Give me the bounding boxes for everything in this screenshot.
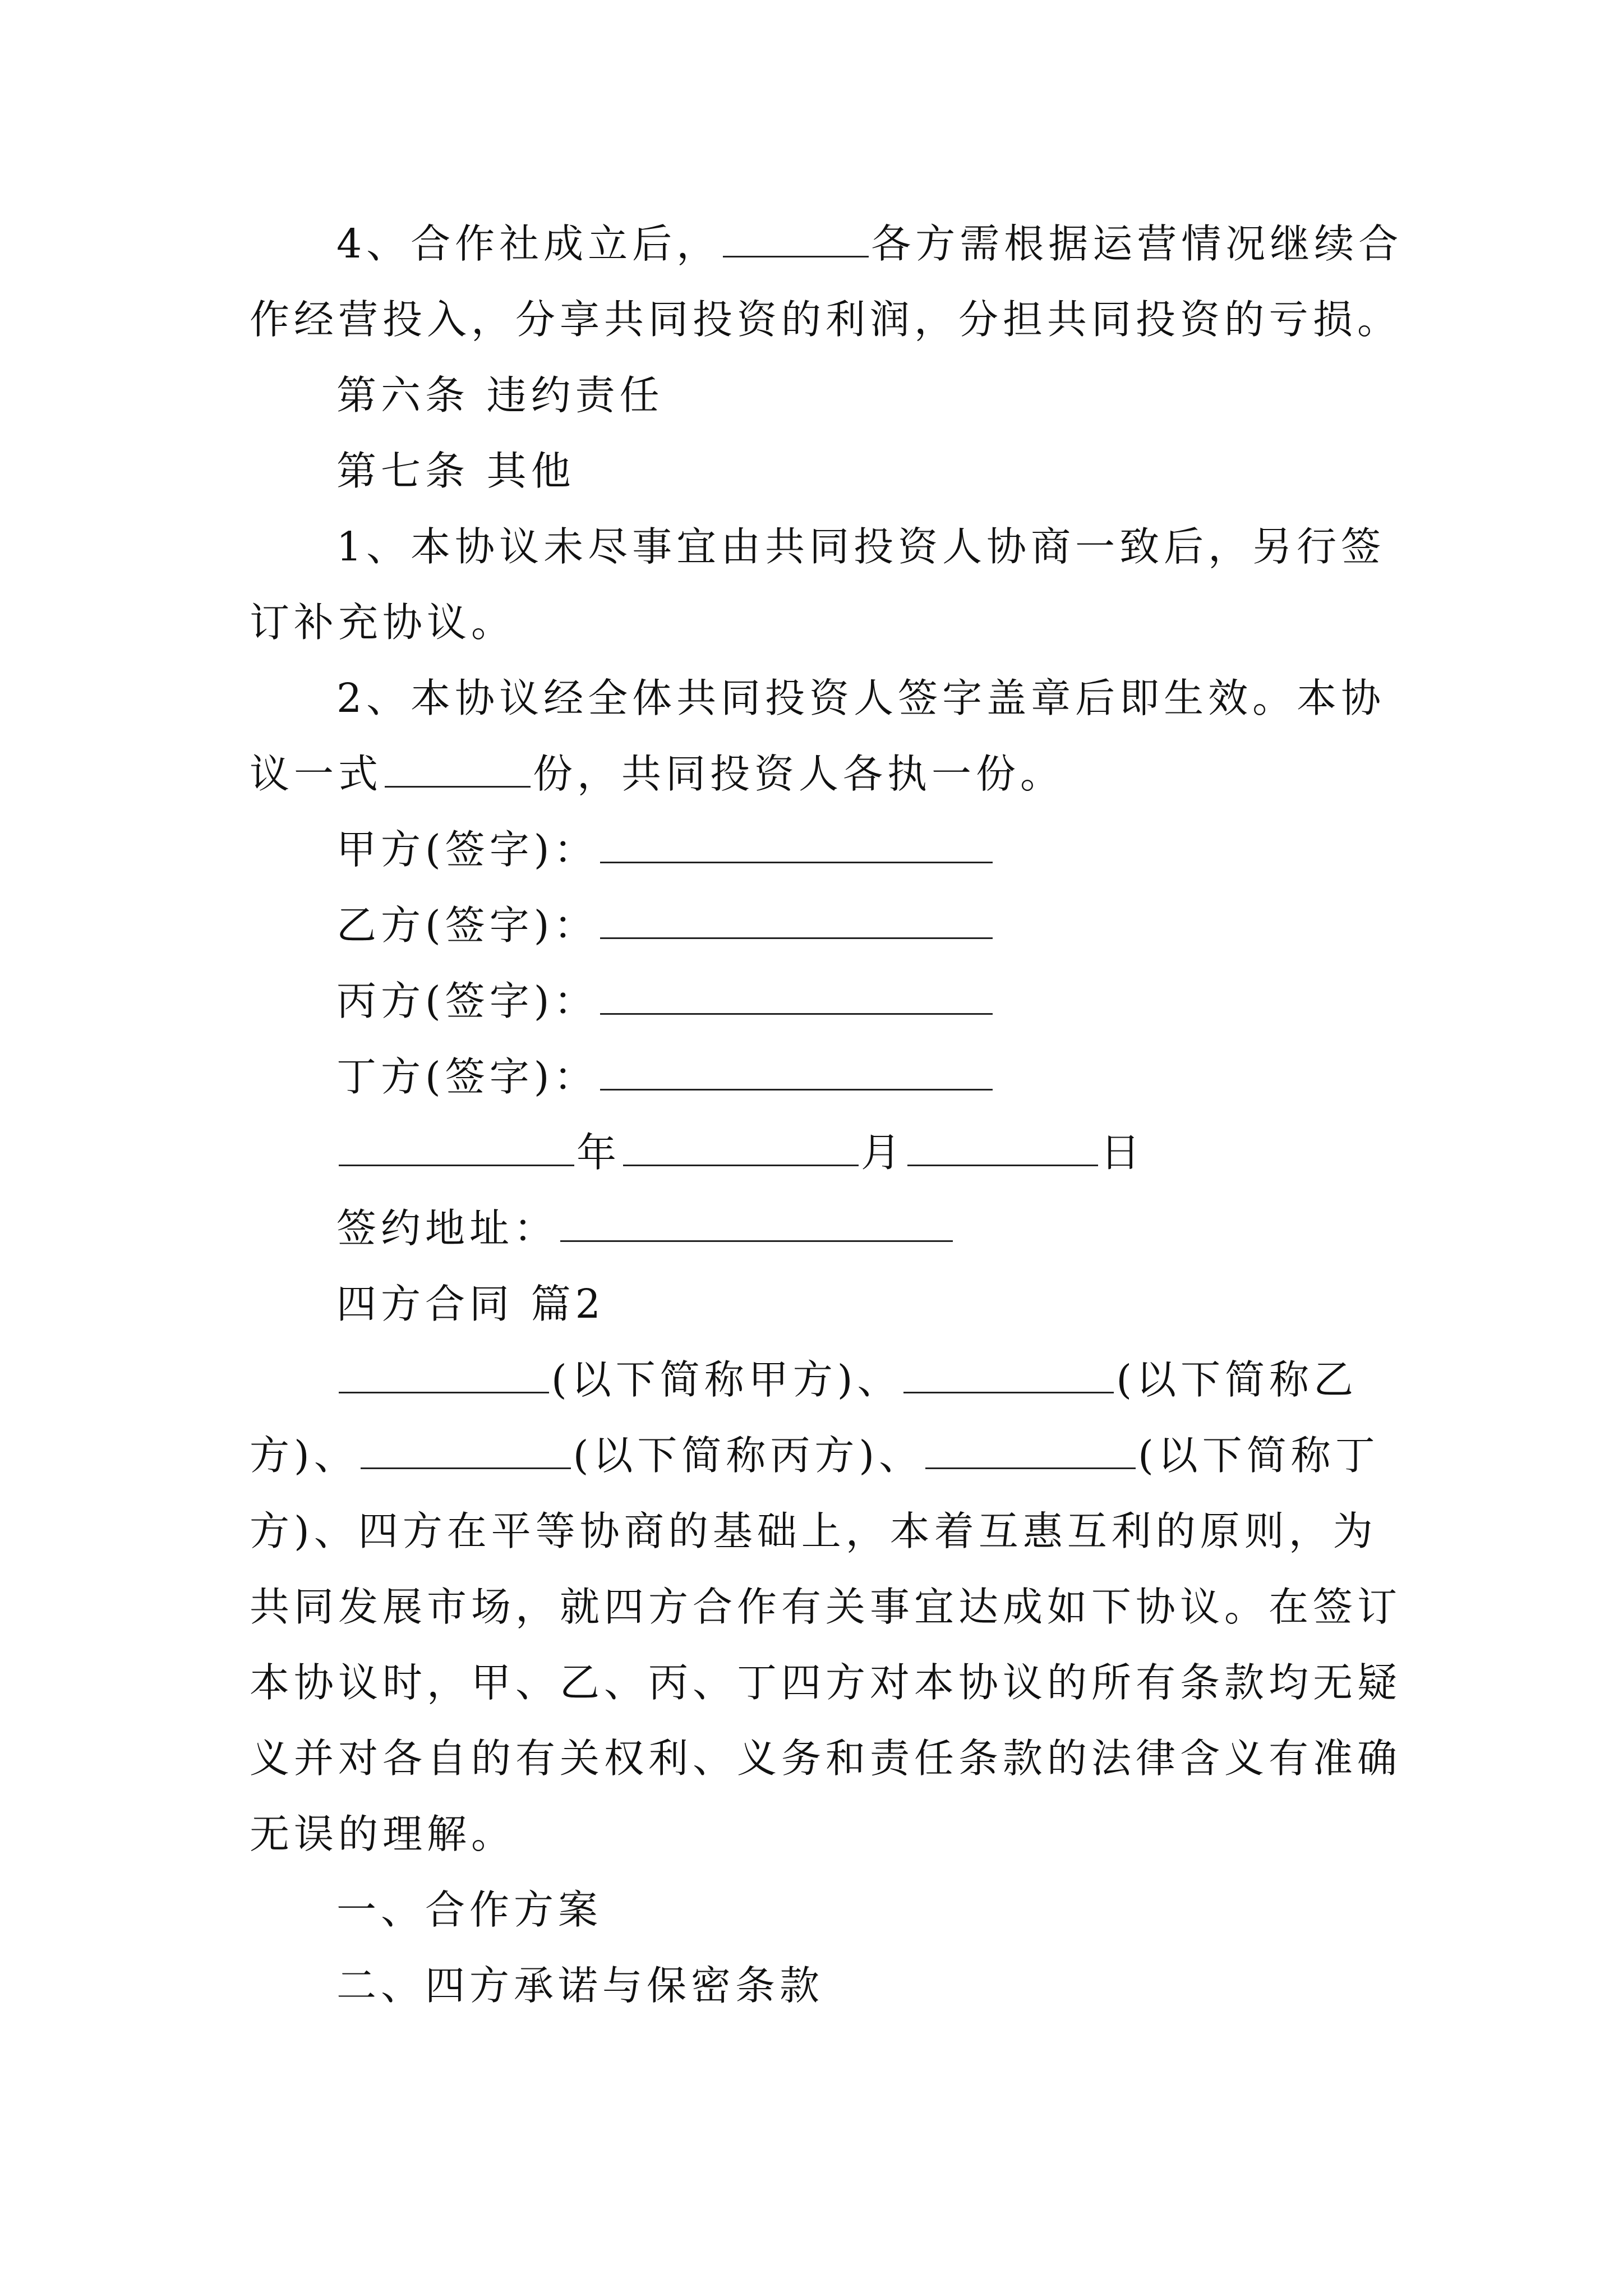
party-b-text: (以下简称乙 — [1116, 1356, 1358, 1403]
copies-text-before: 议一式 — [250, 751, 383, 797]
article-6-heading: 第六条 违约责任 — [336, 372, 664, 418]
year-blank[interactable] — [339, 1129, 574, 1166]
clause-4-text-before: 4、合作社成立后， — [336, 220, 721, 267]
heading-commitment-confidentiality: 二、四方承诺与保密条款 — [336, 1962, 824, 2009]
signature-party-b — [336, 898, 995, 954]
party-a-blank[interactable] — [339, 1356, 549, 1393]
article-7-item-1-line-2: 订补充协议。 — [250, 599, 516, 646]
article-7-heading: 第七条 其他 — [336, 448, 575, 494]
signature-label: 丁方(签字)： — [336, 1053, 598, 1100]
heading-cooperation-plan: 一、合作方案 — [336, 1887, 603, 1933]
article-7-item-2-line-2 — [250, 746, 1064, 802]
date-line — [336, 1125, 1145, 1181]
clause-4-text-after: 各方需根据运营情况继续合 — [871, 220, 1403, 267]
parties-line-2 — [250, 1428, 1380, 1484]
day-blank[interactable] — [907, 1129, 1098, 1166]
party-d-text: (以下简称丁 — [1138, 1432, 1380, 1479]
copies-text-after: 份，共同投资人各执一份。 — [533, 751, 1065, 797]
month-blank[interactable] — [623, 1129, 859, 1166]
signature-party-c — [336, 973, 995, 1029]
year-label: 年 — [577, 1129, 621, 1176]
copies-blank[interactable] — [385, 750, 531, 788]
paragraph-line: 方)、四方在平等协商的基础上，本着互惠互利的原则，为 — [250, 1508, 1377, 1554]
party-c-blank[interactable] — [361, 1432, 571, 1469]
paragraph-line: 义并对各自的有关权利、义务和责任条款的法律含义有准确 — [250, 1735, 1402, 1782]
signature-blank[interactable] — [600, 826, 993, 863]
article-7-item-2-line-1: 2、本协议经全体共同投资人签字盖章后即生效。本协 — [336, 675, 1386, 721]
signature-label: 丙方(签字)： — [336, 978, 598, 1024]
address-line — [336, 1200, 955, 1257]
clause-4-line-1 — [336, 216, 1403, 272]
party-b-blank[interactable] — [903, 1356, 1114, 1393]
day-label: 日 — [1100, 1129, 1145, 1176]
party-d-blank[interactable] — [925, 1432, 1136, 1469]
address-label: 签约地址： — [336, 1205, 559, 1251]
signature-party-d — [336, 1049, 995, 1105]
signature-label: 甲方(签字)： — [336, 826, 598, 873]
signature-blank[interactable] — [600, 1053, 993, 1091]
parties-line-1 — [336, 1352, 1358, 1408]
party-a-text: (以下简称甲方)、 — [551, 1356, 902, 1403]
party-b-text-end: 方)、 — [250, 1432, 358, 1479]
section-2-title: 四方合同 篇2 — [336, 1281, 605, 1327]
signature-party-a — [336, 822, 995, 878]
party-c-text: (以下简称丙方)、 — [573, 1432, 924, 1479]
blank-field[interactable] — [723, 220, 869, 257]
signature-blank[interactable] — [600, 977, 993, 1015]
paragraph-line: 本协议时，甲、乙、丙、丁四方对本协议的所有条款均无疑 — [250, 1659, 1402, 1706]
paragraph-line: 无误的理解。 — [250, 1811, 516, 1857]
month-label: 月 — [861, 1129, 906, 1176]
signature-blank[interactable] — [600, 901, 993, 939]
article-7-item-1-line-1: 1、本协议未尽事宜由共同投资人协商一致后，另行签 — [336, 523, 1386, 570]
address-blank[interactable] — [560, 1204, 953, 1242]
clause-4-line-2: 作经营投入，分享共同投资的利润，分担共同投资的亏损。 — [250, 296, 1402, 343]
paragraph-line: 共同发展市场，就四方合作有关事宜达成如下协议。在签订 — [250, 1584, 1402, 1630]
signature-label: 乙方(签字)： — [336, 902, 598, 949]
